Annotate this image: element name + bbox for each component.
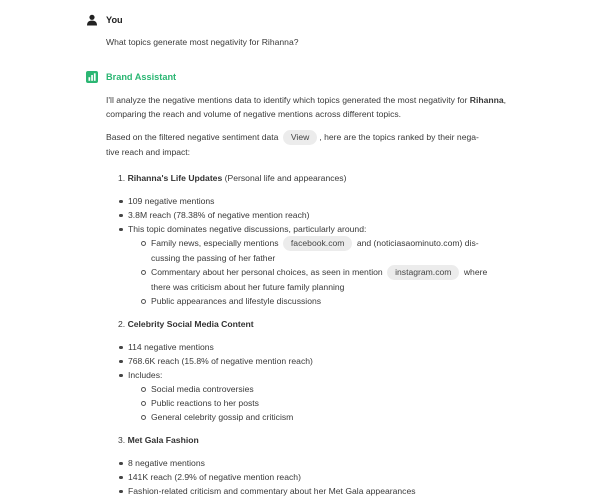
list-item-text: Includes:	[128, 370, 163, 380]
list-item: 114 negative mentions	[106, 340, 511, 354]
based-text-2: , here are the topics ranked by their nega-	[319, 132, 479, 142]
sub-text: where	[463, 267, 488, 277]
sub-list-item	[128, 236, 511, 265]
sub-text: and (noticiasaominuto.com) dis-	[356, 238, 479, 248]
topics-list	[106, 171, 511, 498]
intro-text-2: , comparing the reach and volume of negative mentions across different topics.	[106, 95, 507, 119]
topic-item	[106, 171, 511, 308]
list-item-text: This topic dominates negative discussions, particularly around:	[128, 224, 367, 234]
topic-bullets	[106, 194, 511, 308]
list-item	[106, 368, 511, 424]
bar-chart-icon	[86, 71, 98, 83]
sub-list-item: General celebrity gossip and criticism	[128, 410, 511, 424]
assistant-name: Brand Assistant	[106, 72, 177, 82]
topic-title	[118, 433, 511, 447]
sub-bullets	[128, 382, 511, 424]
topic-bullets	[106, 340, 511, 424]
list-item: 768.6K reach (15.8% of negative mention reach)	[106, 354, 511, 368]
list-item	[106, 222, 511, 308]
list-item: 141K reach (2.9% of negative mention reach)	[106, 470, 511, 484]
topic-number: 3.	[118, 435, 126, 445]
topic-name: Met Gala Fashion	[127, 435, 199, 445]
sub-bullets	[128, 236, 511, 308]
topic-item	[106, 317, 511, 424]
user-message	[106, 35, 511, 49]
sub-text: there was criticism about her future family planning	[151, 282, 345, 292]
assistant-message-header	[86, 70, 176, 84]
intro-text-1: I'll analyze the negative mentions data to identify which topics generated the most negativity for	[106, 95, 468, 105]
sub-text: Commentary about her personal choices, as seen in mention	[151, 267, 383, 277]
user-message-text: What topics generate most negativity for Rihanna?	[106, 37, 299, 47]
intro-paragraph	[106, 93, 511, 121]
topic-number: 2.	[118, 319, 126, 329]
assistant-message	[106, 93, 511, 498]
sub-list-item	[128, 265, 511, 294]
based-text-3: tive reach and impact:	[106, 147, 191, 157]
sub-text: cussing the passing of her father	[151, 253, 276, 263]
topic-item	[106, 433, 511, 498]
based-text-1: Based on the filtered negative sentiment data	[106, 132, 279, 142]
sub-list-item: Public reactions to her posts	[128, 396, 511, 410]
topic-title	[118, 317, 511, 331]
list-item: 109 negative mentions	[106, 194, 511, 208]
user-name: You	[106, 15, 123, 25]
list-item: Fashion-related criticism and commentary about her Met Gala appearances	[106, 484, 511, 498]
instagram-source-chip[interactable]: instagram.com	[387, 265, 459, 280]
view-data-button[interactable]: View	[283, 130, 317, 145]
user-icon	[86, 14, 98, 26]
topic-number: 1.	[118, 173, 126, 183]
user-message-header	[86, 13, 123, 27]
topic-subtitle: (Personal life and appearances)	[222, 173, 347, 183]
sub-list-item: Social media controversies	[128, 382, 511, 396]
based-paragraph	[106, 130, 511, 159]
list-item: 3.8M reach (78.38% of negative mention reach)	[106, 208, 511, 222]
intro-brand-name: Rihanna	[469, 95, 504, 105]
list-item: 8 negative mentions	[106, 456, 511, 470]
sub-text: Family news, especially mentions	[151, 238, 279, 248]
facebook-source-chip[interactable]: facebook.com	[283, 236, 353, 251]
sub-list-item: Public appearances and lifestyle discussions	[128, 294, 511, 308]
topic-bullets	[106, 456, 511, 498]
topic-name: Rihanna's Life Updates	[127, 173, 223, 183]
topic-name: Celebrity Social Media Content	[127, 319, 254, 329]
topic-title	[118, 171, 511, 185]
